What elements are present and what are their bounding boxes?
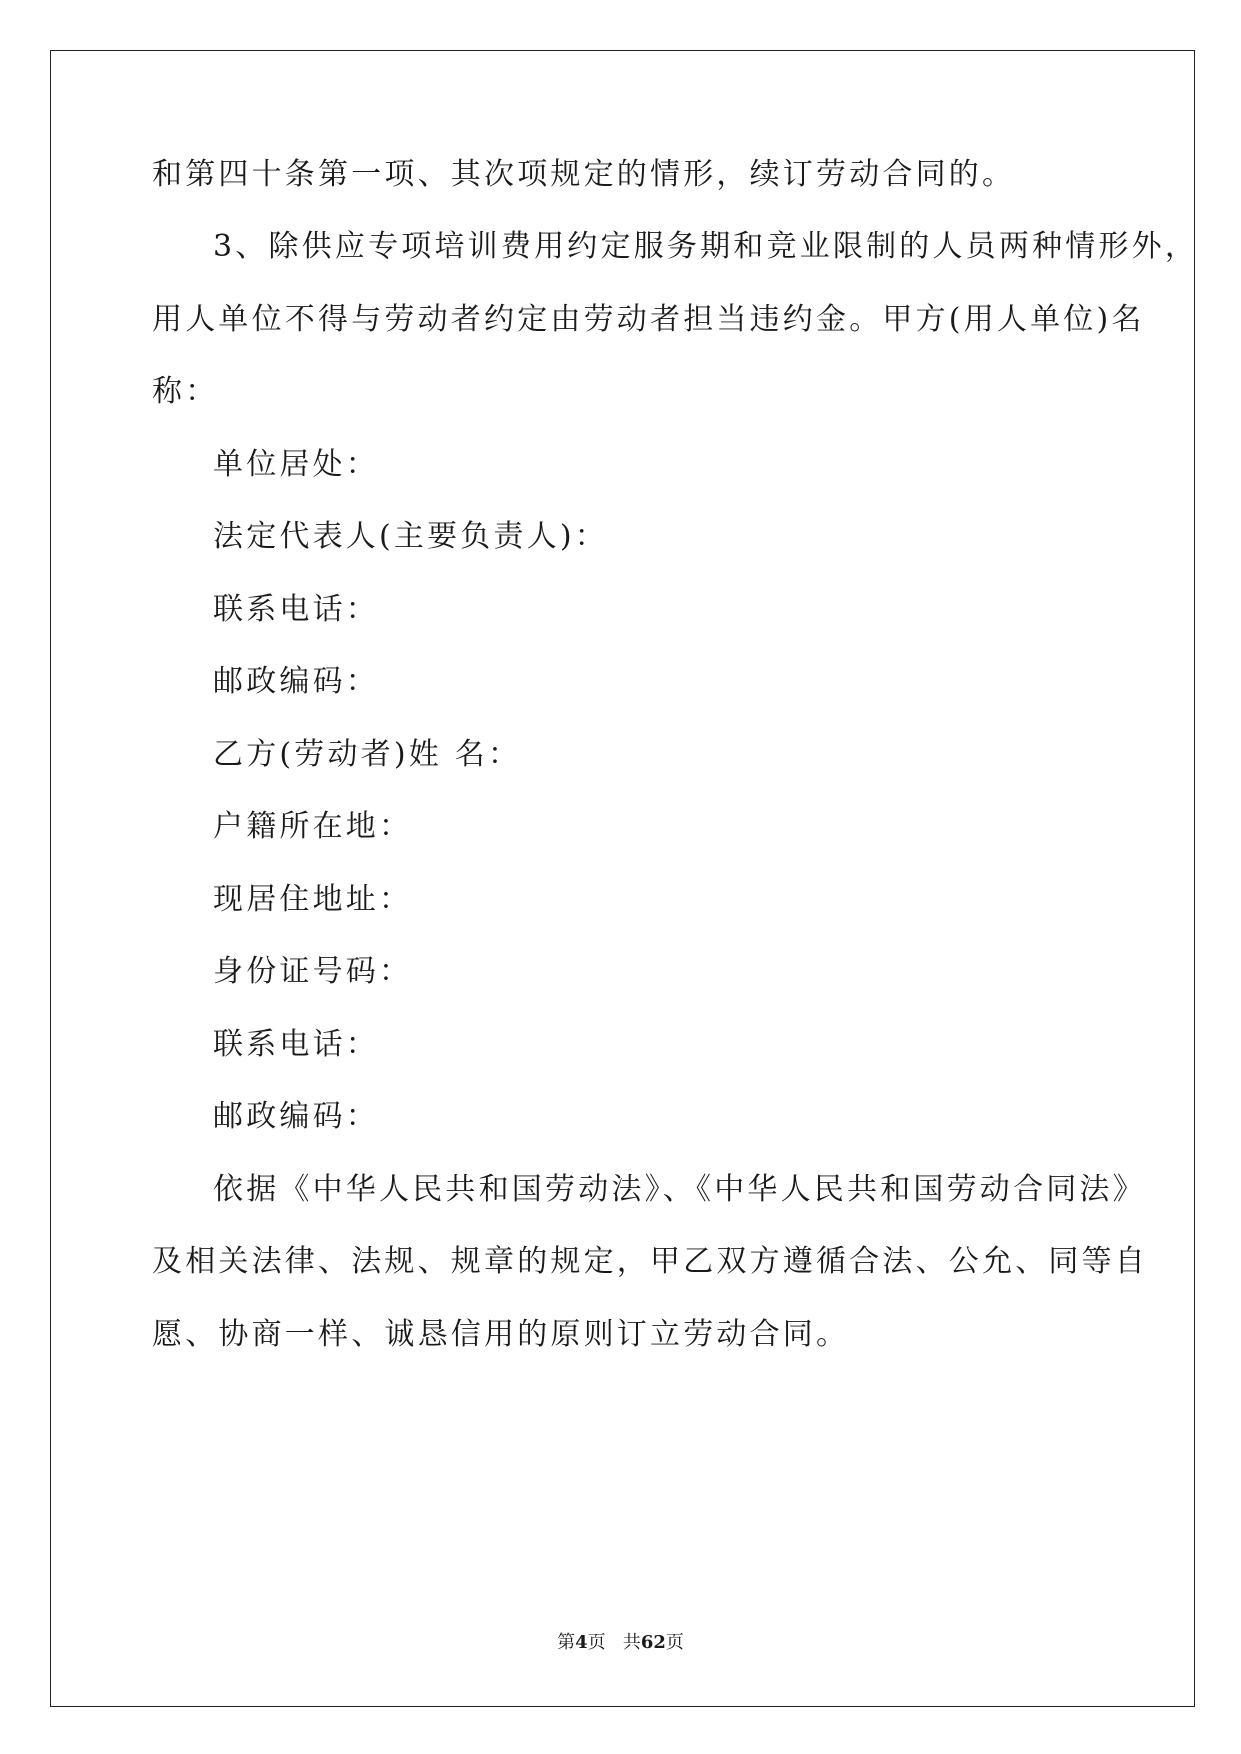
page-border bbox=[50, 50, 1195, 1707]
page-footer bbox=[0, 1632, 1241, 1654]
form-field-label: 法定代表人(主要负责人)： bbox=[213, 519, 609, 554]
text-line: 和第四十条第一项、其次项规定的情形，续订劳动合同的。 bbox=[152, 157, 1016, 192]
text-line: 及相关法律、法规、规章的规定，甲乙双方遵循合法、公允、同等自 bbox=[152, 1244, 1148, 1279]
form-field-label: 户籍所在地： bbox=[213, 809, 413, 844]
footer-prefix: 第 bbox=[557, 1632, 576, 1653]
text-line: 依据《中华人民共和国劳动法》、《中华人民共和国劳动合同法》 bbox=[213, 1172, 1146, 1207]
form-field-label: 联系电话： bbox=[213, 592, 379, 627]
text-line: 用人单位不得与劳动者约定由劳动者担当违约金。甲方(用人单位)名 bbox=[152, 302, 1145, 337]
form-field-label: 乙方(劳动者)姓 名： bbox=[213, 737, 522, 772]
form-field-label: 邮政编码： bbox=[213, 664, 379, 699]
form-field-label: 现居住地址： bbox=[213, 882, 413, 917]
text-line: 称： bbox=[152, 374, 219, 409]
current-page-number: 4 bbox=[575, 1632, 588, 1653]
form-field-label: 单位居处： bbox=[213, 447, 379, 482]
form-field-label: 邮政编码： bbox=[213, 1099, 379, 1134]
total-pages-number: 62 bbox=[640, 1632, 666, 1653]
text-line: 3、除供应专项培训费用约定服务期和竞业限制的人员两种情形外， bbox=[213, 229, 1199, 264]
footer-total-unit: 页 bbox=[665, 1632, 684, 1653]
footer-total-prefix: 共 bbox=[622, 1632, 641, 1653]
text-line: 愿、协商一样、诚恳信用的原则订立劳动合同。 bbox=[152, 1317, 850, 1352]
form-field-label: 联系电话： bbox=[213, 1027, 379, 1062]
footer-page-unit: 页 bbox=[587, 1632, 606, 1653]
form-field-label: 身份证号码： bbox=[213, 954, 413, 989]
